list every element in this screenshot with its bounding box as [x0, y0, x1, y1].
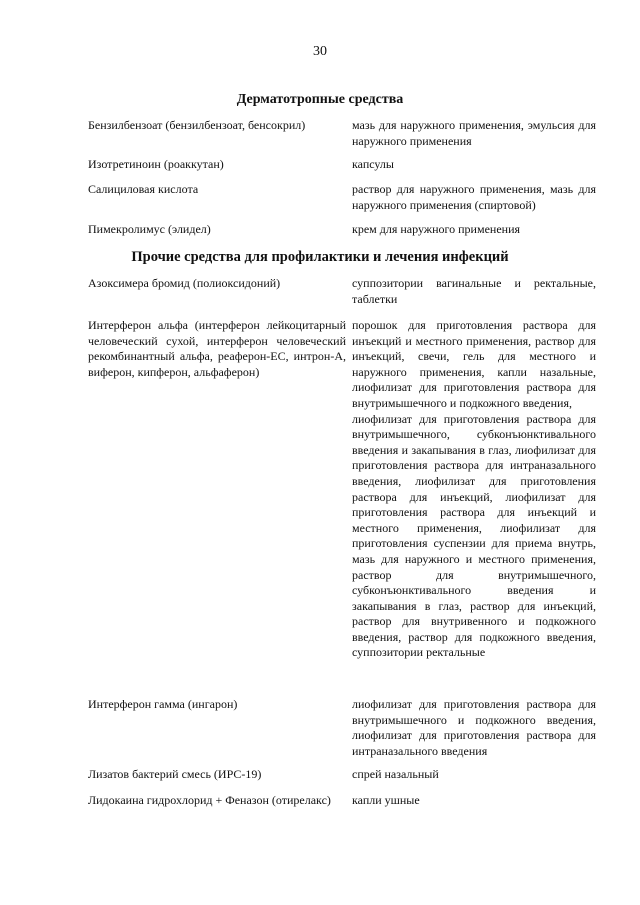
drug-form: порошок для приготовления раствора для инъекций и местного применения, раствор для инъекций, свечи, гель для местного и наружного применения, капли назальные, лиофилизат для приготовления раствора для внутримышечного и подкожного введения, [352, 318, 596, 410]
drug-form: капли ушные [352, 793, 420, 807]
drug-name: Интерферон альфа (интерферон лейкоцитарный человеческий сухой, интерферон человеческий рекомбинантный альфа, реаферон-ЕС, интрон-А, виферон, кипферон, альфаферон) [88, 318, 346, 379]
drug-form-group [352, 318, 596, 661]
drug-name: Пимекролимус (элидел) [88, 222, 211, 236]
drug-name: Салициловая кислота [88, 182, 199, 196]
drug-form: мазь для наружного применения, эмульсия для наружного применения [352, 118, 596, 148]
drug-form: раствор для наружного применения, мазь для наружного применения (спиртовой) [352, 182, 596, 212]
drug-form: лиофилизат для приготовления раствора для внутримышечного и подкожного введения, лиофилизат для приготовления раствора для интраназального введения [352, 697, 596, 758]
drug-form: капсулы [352, 157, 394, 171]
drug-form: крем для наружного применения [352, 222, 521, 236]
page-number: 30 [313, 44, 327, 59]
section-heading-dermatotropic: Дерматотропные средства [236, 92, 404, 107]
drug-form: суппозитории вагинальные и ректальные, таблетки [352, 276, 596, 306]
drug-form-continued: лиофилизат для приготовления раствора для внутримышечного, субконъюнктивального введения и закапывания в глаз, лиофилизат для приготовления раствора для интраназального введения, лиофилизат для приготовления раствора для инъекций, лиофилизат для приготовления раствора для инъекций и местного применения, лиофилизат для приготовления суспензии для приема внутрь, мазь для наружного и местного применения, раствор для внутримышечного, субконъюнктивального введения и закапывания в глаз, раствор для инъекций, раствор для внутривенного и подкожного введения, раствор для подкожного введения, суппозитории ректальные [352, 411, 596, 660]
drug-form: спрей назальный [352, 767, 439, 781]
drug-name: Интерферон гамма (ингарон) [88, 697, 238, 711]
section-heading-infections: Прочие средства для профилактики и лечения инфекций [131, 249, 509, 265]
drug-name: Лизатов бактерий смесь (ИРС-19) [88, 767, 262, 781]
drug-name: Лидокаина гидрохлорид + Феназон (отирелакс) [88, 793, 331, 807]
drug-name: Изотретиноин (роаккутан) [88, 157, 224, 171]
drug-name: Азоксимера бромид (полиоксидоний) [88, 276, 281, 290]
drug-name: Бензилбензоат (бензилбензоат, бенсокрил) [88, 118, 306, 132]
